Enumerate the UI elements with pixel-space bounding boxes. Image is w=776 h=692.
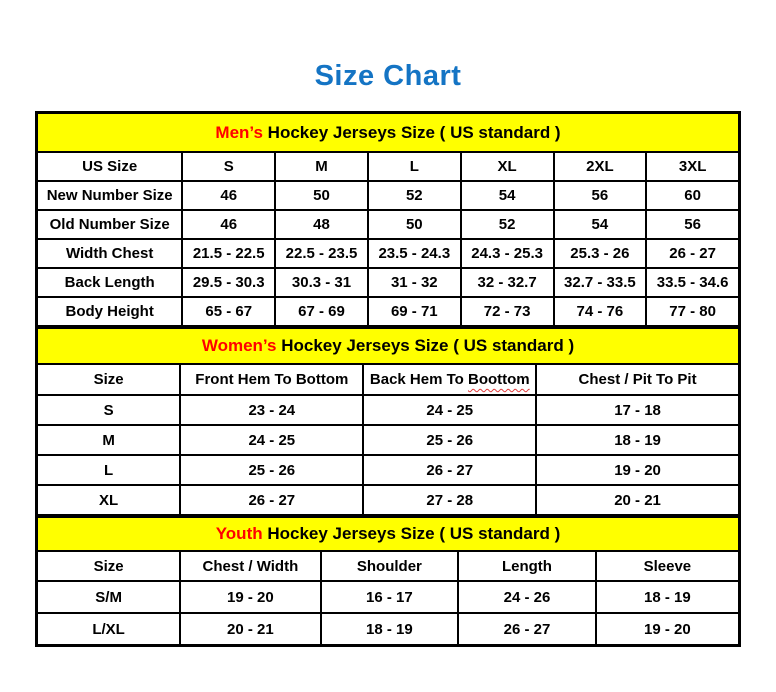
value-cell: 24 - 26	[458, 581, 596, 613]
value-cell: 25.3 - 26	[554, 239, 647, 268]
value-cell: 72 - 73	[461, 297, 554, 326]
youth-section-title	[37, 517, 739, 551]
value-cell: 24 - 25	[180, 425, 363, 455]
table-row	[37, 297, 739, 326]
mens-header-l: L	[368, 152, 461, 181]
value-cell: 19 - 20	[180, 581, 320, 613]
womens-header-row	[37, 364, 739, 395]
value-cell: 25 - 26	[363, 425, 536, 455]
youth-header-row	[37, 551, 739, 581]
value-cell: 77 - 80	[646, 297, 739, 326]
value-cell: 23.5 - 24.3	[368, 239, 461, 268]
mens-header-m: M	[275, 152, 368, 181]
value-cell: 65 - 67	[182, 297, 275, 326]
row-label-cell: L/XL	[37, 613, 180, 645]
value-cell: 24.3 - 25.3	[461, 239, 554, 268]
row-label-cell: Width Chest	[37, 239, 182, 268]
mens-section-title	[37, 113, 739, 152]
value-cell: 20 - 21	[536, 485, 739, 515]
row-label-cell: S/M	[37, 581, 180, 613]
value-cell: 48	[275, 210, 368, 239]
table-row	[37, 581, 739, 613]
value-cell: 18 - 19	[596, 581, 739, 613]
womens-header-size: Size	[37, 364, 180, 395]
value-cell: 52	[461, 210, 554, 239]
value-cell: 18 - 19	[321, 613, 459, 645]
value-cell: 26 - 27	[363, 455, 536, 485]
youth-header-sleeve: Sleeve	[596, 551, 739, 581]
value-cell: 23 - 24	[180, 395, 363, 425]
value-cell: 17 - 18	[536, 395, 739, 425]
page-title: Size Chart	[314, 60, 462, 92]
table-row	[37, 455, 739, 485]
value-cell: 52	[368, 181, 461, 210]
mens-header-s: S	[182, 152, 275, 181]
value-cell: 56	[554, 181, 647, 210]
row-label-cell: Old Number Size	[37, 210, 182, 239]
value-cell: 27 - 28	[363, 485, 536, 515]
row-label-cell: L	[37, 455, 180, 485]
table-row	[37, 268, 739, 297]
row-label-cell: New Number Size	[37, 181, 182, 210]
womens-size-table	[36, 327, 740, 516]
row-label-cell: M	[37, 425, 180, 455]
row-label-cell: Back Length	[37, 268, 182, 297]
mens-section-title-red: Men’s	[215, 122, 263, 142]
value-cell: 54	[461, 181, 554, 210]
womens-section-title	[37, 328, 739, 364]
value-cell: 46	[182, 181, 275, 210]
womens-section-band	[37, 328, 739, 364]
table-row	[37, 181, 739, 210]
back-hem-label: Back Hem To	[369, 371, 468, 388]
value-cell: 19 - 20	[596, 613, 739, 645]
mens-header-2xl: 2XL	[554, 152, 647, 181]
mens-section-band	[37, 113, 739, 152]
value-cell: 32.7 - 33.5	[554, 268, 647, 297]
mens-size-table	[36, 112, 740, 327]
value-cell: 22.5 - 23.5	[275, 239, 368, 268]
value-cell: 26 - 27	[180, 485, 363, 515]
womens-header-back-hem	[363, 364, 536, 395]
womens-section-title-red: Women’s	[201, 336, 277, 355]
size-chart-container	[35, 111, 741, 647]
mens-section-title-text: Hockey Jerseys Size ( US standard )	[262, 122, 561, 142]
womens-header-chest: Chest / Pit To Pit	[536, 364, 739, 395]
table-row	[37, 485, 739, 515]
value-cell: 67 - 69	[275, 297, 368, 326]
mens-header-xl: XL	[461, 152, 554, 181]
value-cell: 74 - 76	[554, 297, 647, 326]
row-label-cell: Body Height	[37, 297, 182, 326]
table-row	[37, 425, 739, 455]
value-cell: 60	[646, 181, 739, 210]
youth-header-shoulder: Shoulder	[321, 551, 459, 581]
youth-size-table	[36, 516, 740, 646]
table-row	[37, 613, 739, 645]
value-cell: 50	[368, 210, 461, 239]
value-cell: 33.5 - 34.6	[646, 268, 739, 297]
value-cell: 18 - 19	[536, 425, 739, 455]
table-row	[37, 395, 739, 425]
value-cell: 24 - 25	[363, 395, 536, 425]
youth-header-size: Size	[37, 551, 180, 581]
value-cell: 46	[182, 210, 275, 239]
value-cell: 16 - 17	[321, 581, 459, 613]
table-row	[37, 239, 739, 268]
value-cell: 19 - 20	[536, 455, 739, 485]
row-label-cell: S	[37, 395, 180, 425]
value-cell: 29.5 - 30.3	[182, 268, 275, 297]
table-row	[37, 210, 739, 239]
value-cell: 31 - 32	[368, 268, 461, 297]
youth-header-length: Length	[458, 551, 596, 581]
youth-section-title-text: Hockey Jerseys Size ( US standard )	[262, 524, 561, 543]
mens-header-row	[37, 152, 739, 181]
value-cell: 21.5 - 22.5	[182, 239, 275, 268]
womens-section-title-text: Hockey Jerseys Size ( US standard )	[276, 336, 575, 355]
value-cell: 20 - 21	[180, 613, 320, 645]
mens-header-3xl: 3XL	[646, 152, 739, 181]
value-cell: 50	[275, 181, 368, 210]
misspelled-word: Boottom	[467, 371, 530, 388]
value-cell: 56	[646, 210, 739, 239]
value-cell: 54	[554, 210, 647, 239]
value-cell: 30.3 - 31	[275, 268, 368, 297]
youth-section-title-red: Youth	[215, 524, 263, 543]
value-cell: 25 - 26	[180, 455, 363, 485]
mens-header-us-size: US Size	[37, 152, 182, 181]
womens-header-front-hem: Front Hem To Bottom	[180, 364, 363, 395]
value-cell: 26 - 27	[646, 239, 739, 268]
value-cell: 69 - 71	[368, 297, 461, 326]
youth-section-band	[37, 517, 739, 551]
value-cell: 26 - 27	[458, 613, 596, 645]
youth-header-chest-width: Chest / Width	[180, 551, 320, 581]
value-cell: 32 - 32.7	[461, 268, 554, 297]
row-label-cell: XL	[37, 485, 180, 515]
